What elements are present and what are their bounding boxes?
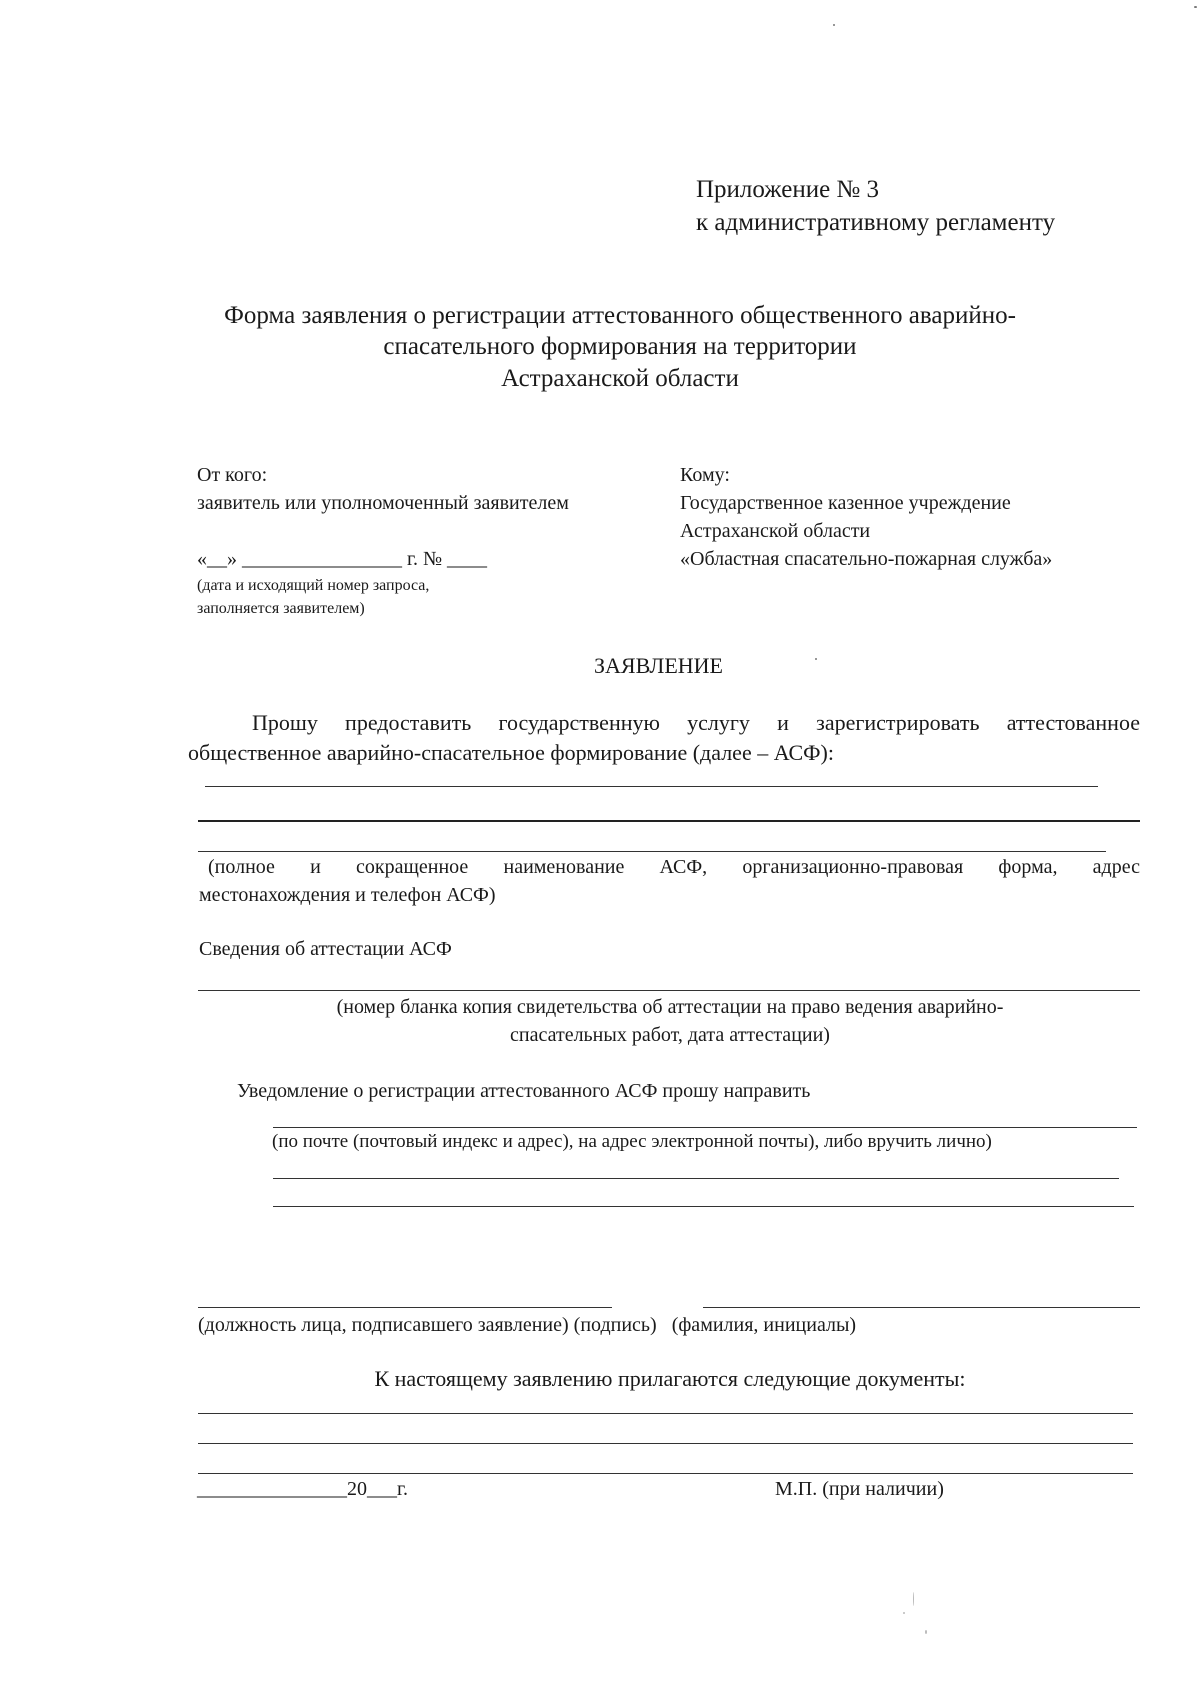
request-date-note-line-2: заполняется заявителем) [197,600,365,617]
notification-label: Уведомление о регистрации аттестованного АСФ прошу направить [237,1080,811,1102]
appendix-reference: к административному регламенту [696,209,1056,236]
notification-hint: (по почте (почтовый индекс и адрес), на адрес электронной почты), либо вручить лично) [272,1131,992,1152]
form-title-line-3: Астраханской области [501,365,739,392]
asf-name-hint-line-1: (полное и сокращенное наименование АСФ, организационно-правовая форма, адрес [208,856,1140,878]
request-date-number-field[interactable]: «__» ________________ г. № ____ [197,548,488,570]
seal-note: М.П. (при наличии) [775,1478,944,1500]
to-recipient-line-1: Государственное казенное учреждение [680,492,1011,514]
scan-speck [913,1592,914,1606]
attachments-fill-line-3[interactable] [198,1473,1133,1474]
attestation-hint-line-2: спасательных работ, дата аттестации) [510,1024,830,1046]
footer-date-field[interactable]: _______________20___г. [197,1478,408,1500]
to-label: Кому: [680,464,730,486]
asf-name-fill-line-2[interactable] [198,820,1140,822]
to-recipient-line-2: Астраханской области [680,520,871,542]
signature-hint: (должность лица, подписавшего заявление) (подпись) (фамилия, инициалы) [198,1314,857,1336]
to-recipient-line-3: «Областная спасательно-пожарная служба» [680,548,1053,570]
attachments-label: К настоящему заявлению прилагаются следующие документы: [374,1366,966,1391]
attestation-hint-line-1: (номер бланка копия свидетельства об аттестации на право ведения аварийно- [336,996,1004,1018]
notification-fill-line-2[interactable] [273,1178,1119,1179]
position-signature-line[interactable] [198,1307,612,1308]
notification-fill-line-3[interactable] [273,1206,1134,1207]
attachments-fill-line-1[interactable] [198,1413,1133,1414]
name-initials-line[interactable] [703,1307,1140,1308]
appendix-number: Приложение № 3 [696,176,880,203]
request-line-1: Прошу предоставить государственную услугу и зарегистрировать аттестованное [252,710,1140,735]
asf-name-hint-line-2: местонахождения и телефон АСФ) [199,884,496,906]
form-title-line-1: Форма заявления о регистрации аттестованного общественного аварийно- [224,302,1016,329]
notification-fill-line-1[interactable] [273,1127,1137,1128]
from-applicant: заявитель или уполномоченный заявителем [197,492,569,514]
scan-speck [833,24,835,26]
statement-heading: ЗАЯВЛЕНИЕ [594,653,723,678]
scan-speck [925,1630,927,1634]
asf-name-fill-line-3[interactable] [198,851,1106,852]
from-label: От кого: [197,464,268,486]
scan-speck [815,658,817,660]
scan-speck [903,1612,905,1614]
attestation-fill-line[interactable] [198,990,1140,991]
asf-name-fill-line-1[interactable] [205,786,1098,787]
attachments-fill-line-2[interactable] [198,1443,1133,1444]
attestation-label: Сведения об аттестации АСФ [199,938,452,960]
form-title-line-2: спасательного формирования на территории [383,333,857,360]
request-line-2: общественное аварийно-спасательное формирование (далее – АСФ): [188,740,834,765]
scan-speck [1194,6,1197,8]
request-date-note-line-1: (дата и исходящий номер запроса, [197,577,430,594]
